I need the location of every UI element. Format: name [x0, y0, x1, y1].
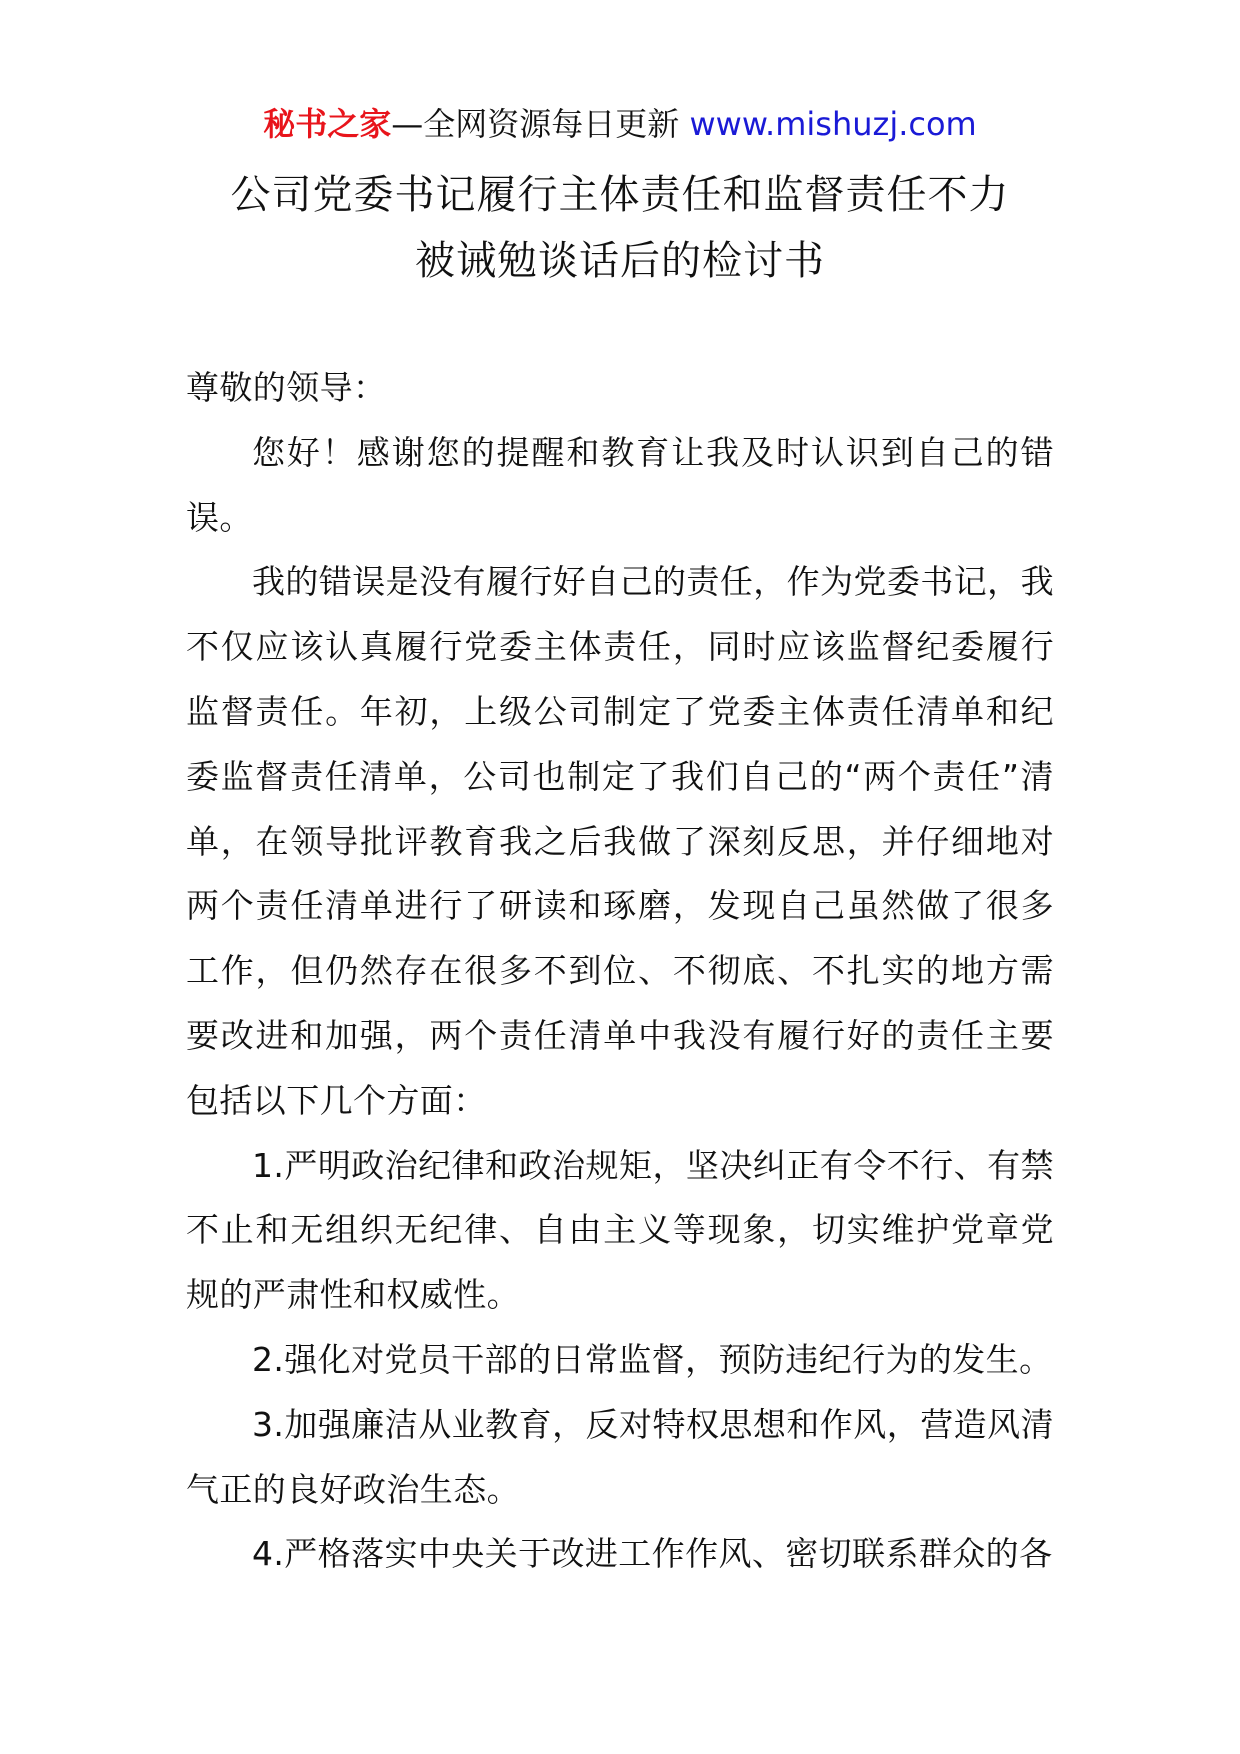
- document-title: [0, 162, 1240, 294]
- title-line-2: 被诫勉谈话后的检讨书: [415, 238, 825, 284]
- paragraph-item-2: 2.强化对党员干部的日常监督，预防违纪行为的发生。: [252, 1339, 1053, 1379]
- paragraph-item-3: 3.加强廉洁从业教育，反对特权思想和作风，营造风清气正的良好政治生态。: [186, 1404, 1054, 1509]
- paragraph-greeting: 您好！感谢您的提醒和教育让我及时认识到自己的错误。: [186, 432, 1054, 537]
- brand-name: 秘书之家: [263, 105, 392, 143]
- site-header: [0, 102, 1240, 146]
- title-line-1: 公司党委书记履行主体责任和监督责任不力: [230, 172, 1010, 218]
- paragraph-item-1: 1.严明政治纪律和政治规矩，坚决纠正有令不行、有禁不止和无组织无纪律、自由主义等现象，切实维护党章党规的严肃性和权威性。: [186, 1145, 1054, 1315]
- salutation: 尊敬的领导：: [186, 368, 387, 407]
- header-slogan: —全网资源每日更新: [391, 105, 680, 143]
- document-body: [186, 356, 1054, 1587]
- site-url-link[interactable]: www.mishuzj.com: [689, 105, 977, 143]
- paragraph-reflection: 我的错误是没有履行好自己的责任，作为党委书记，我不仅应该认真履行党委主体责任，同时应该监督纪委履行监督责任。年初，上级公司制定了党委主体责任清单和纪委监督责任清单，公司也制定了我们自己的“两个责任”清单，在领导批评教育我之后我做了深刻反思，并仔细地对两个责任清单进行了研读和琢磨，发现自己虽然做了很多工作，但仍然存在很多不到位、不彻底、不扎实的地方需要改进和加强，两个责任清单中我没有履行好的责任主要包括以下几个方面：: [186, 562, 1054, 1120]
- paragraph-item-4: 4.严格落实中央关于改进工作作风、密切联系群众的各: [252, 1534, 1053, 1574]
